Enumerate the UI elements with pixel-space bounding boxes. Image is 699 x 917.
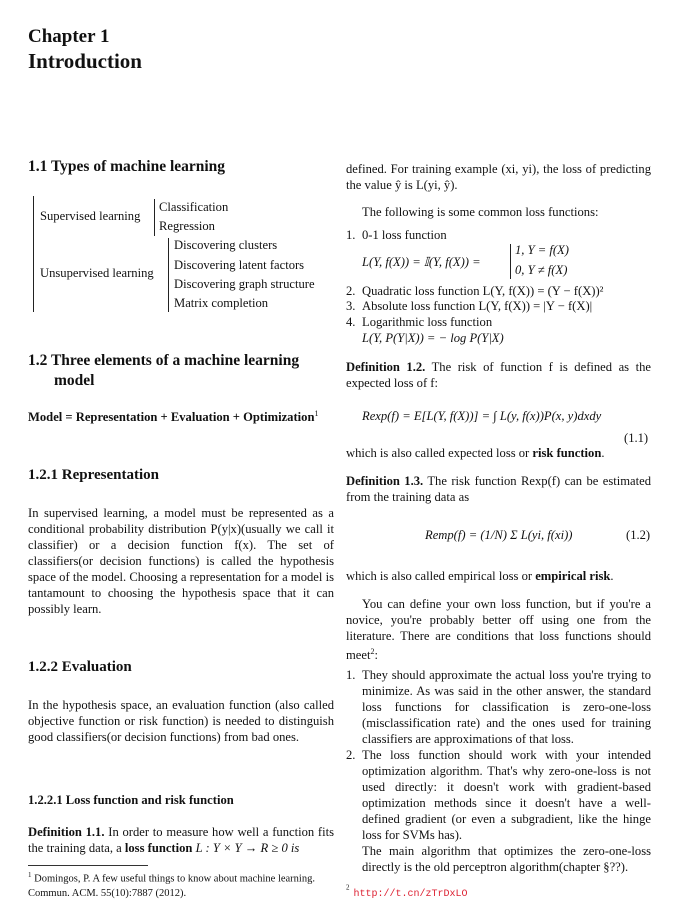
outer-brace xyxy=(33,196,34,312)
loss-item-1-title: 0-1 loss function xyxy=(362,228,447,242)
definition-1-3-text: The risk function Rexp(f) can be estimated from the training data as xyxy=(346,474,651,504)
definition-1-1-tail: L : Y × Y → R ≥ 0 is xyxy=(195,841,300,855)
condition-1-text: They should approximate the actual loss you're trying to minimize. As was said in the other answer, the standard loss functions for classification is zero-one-loss (misclassification rate) and the ones used for training classifiers are approximations of that loss. xyxy=(362,668,651,746)
definition-1-3 xyxy=(346,473,651,505)
unsupervised-item-4: Matrix completion xyxy=(174,296,269,310)
loss-item-4-num: 4. xyxy=(346,315,356,329)
loss-item-2-num: 2. xyxy=(346,284,356,298)
risk-function-term: risk function xyxy=(532,446,602,460)
common-loss-intro: The following is some common loss functions: xyxy=(362,205,599,219)
unsupervised-item-1: Discovering clusters xyxy=(174,238,278,252)
footnote-2-mark: 2 xyxy=(346,883,350,892)
footnote-ref-1[interactable]: 1 xyxy=(314,409,319,418)
evaluation-paragraph: In the hypothesis space, an evaluation function (also called objective function or risk function) is needed to distinguish good classifiers(or decision functions) from bad ones. xyxy=(28,698,334,744)
model-equation xyxy=(28,409,318,425)
empirical-risk-term: empirical risk xyxy=(535,569,611,583)
footnote-rule xyxy=(28,865,148,866)
loss-item-1-num: 1. xyxy=(346,228,356,242)
section-1-2-1-heading: 1.2.1 Representation xyxy=(28,467,159,483)
loss-item-1-case1: 1, Y = f(X) xyxy=(515,243,569,257)
condition-2-text: The loss function should work with your intended optimization algorithm. That's why zero-one-loss is not used directly: it doesn't work with gradient-based optimization methods since it doesn't have a well-defined gradient (or even a subgradient, like the hinge loss for SVMs has). xyxy=(362,748,651,842)
equation-1-2-number: (1.2) xyxy=(626,528,651,542)
loss-item-1-brace xyxy=(510,244,511,279)
equation-1-1-number: (1.1) xyxy=(624,431,649,445)
definition-1-2 xyxy=(346,359,651,391)
section-1-2-heading xyxy=(28,351,299,391)
chapter-number: Chapter 1 xyxy=(28,26,110,47)
unsupervised-item-3: Discovering graph structure xyxy=(174,277,315,291)
loss-item-4-title: Logarithmic loss function xyxy=(362,315,493,329)
loss-item-1-case2: 0, Y ≠ f(X) xyxy=(515,263,568,277)
definition-1-1-label: Definition 1.1. xyxy=(28,825,105,839)
defined-paragraph: defined. For training example (xi, yi), the loss of predicting the value ŷ is L(yi, ŷ). xyxy=(346,162,651,192)
section-1-2-2-heading: 1.2.2 Evaluation xyxy=(28,659,132,675)
condition-2b-text: The main algorithm that optimizes the zero-one-loss directly is the old perceptron algorithm(chapter §??). xyxy=(362,844,651,874)
supervised-brace xyxy=(154,199,155,236)
expected-loss-text: which is also called expected loss or xyxy=(346,446,530,460)
footnote-ref-2[interactable]: 2 xyxy=(370,647,375,656)
footnote-2-url[interactable]: http://t.cn/zTrDxLO xyxy=(353,889,468,900)
loss-item-3: Absolute loss function L(Y, f(X)) = |Y − f(X)| xyxy=(362,299,593,313)
definition-1-1-bold: loss function xyxy=(124,841,193,855)
classification-label: Classification xyxy=(159,200,229,214)
empirical-loss-text: which is also called empirical loss or xyxy=(346,569,533,583)
conditions-list xyxy=(346,667,651,875)
own-loss-text: You can define your own loss function, but if you're a novice, you're probably better off using one from the literature. There are conditions that loss functions should meet xyxy=(346,597,651,663)
section-1-2-line1: 1.2 Three elements of a machine learning xyxy=(28,352,300,369)
unsupervised-label: Unsupervised learning xyxy=(40,266,154,280)
definition-1-3-label: Definition 1.3. xyxy=(346,474,424,488)
section-1-2-line2: model xyxy=(54,372,95,389)
footnote-2 xyxy=(346,883,468,901)
unsupervised-item-2: Discovering latent factors xyxy=(174,258,305,272)
equation-1-1: Rexp(f) = E[L(Y, f(X))] = ∫ L(y, f(x))P(x, y)dxdy xyxy=(362,409,602,423)
loss-item-4-equation: L(Y, P(Y|X)) = − log P(Y|X) xyxy=(362,331,504,345)
unsupervised-brace xyxy=(168,238,169,312)
footnote-1-mark: 1 xyxy=(28,871,32,879)
empirical-loss-note: which is also called empirical loss or empirical risk. xyxy=(346,569,614,583)
definition-1-2-label: Definition 1.2. xyxy=(346,360,426,374)
equation-1-2: Remp(f) = (1/N) Σ L(yi, f(xi)) xyxy=(425,528,573,542)
expected-loss-note: which is also called expected loss or risk function. xyxy=(346,446,605,460)
regression-label: Regression xyxy=(159,219,215,233)
condition-2: 2. The loss function should work with your intended optimization algorithm. That's why zero-one-loss is not used directly: it doesn't work with gradient-based optimization methods since it doesn't have a well-defined gradient (or even a subgradient, like the hinge loss for SVMs has). xyxy=(346,748,651,842)
representation-paragraph: In supervised learning, a model must be represented as a conditional probability distribution P(y|x)(usually we call it classifier) or a decision function f(x). The set of classifiers(or decision functions) is called the hypothesis space of the model. Choosing a representation for a model is tantamount to choosing the hypothesis space that it can possibly learn. xyxy=(28,506,334,616)
own-loss-paragraph: You can define your own loss function, but if you're a novice, you're probably better off using one from the literature. There are conditions that loss functions should meet$^2$: xyxy=(346,597,651,663)
chapter-title: Introduction xyxy=(28,49,142,73)
model-equation-text: Model = Representation + Evaluation + Optimization xyxy=(28,410,315,425)
definition-1-2-text: The risk of function f is defined as the expected loss of f: xyxy=(346,360,651,390)
definition-1-1-text: In order to measure how well a function fits the training data, a xyxy=(28,825,335,855)
definition-1-1 xyxy=(28,824,334,856)
loss-item-1-equation: L(Y, f(X)) = 𝕀(Y, f(X)) = xyxy=(362,255,481,269)
section-1-1-heading: 1.1 Types of machine learning xyxy=(28,158,226,175)
supervised-label: Supervised learning xyxy=(40,209,141,223)
footnote-1 xyxy=(28,868,334,901)
condition-1: 1. They should approximate the actual loss you're trying to minimize. As was said in the other answer, the standard loss functions for classification is zero-one-loss (misclassification rate) and the ones used for training classifiers are approximations of that loss. xyxy=(346,668,651,746)
footnote-1-text: Domingos, P. A few useful things to know about machine learning. Commun. ACM. 55(10):7887 (2012). xyxy=(28,873,315,899)
loss-item-2: Quadratic loss function L(Y, f(X)) = (Y − f(X))² xyxy=(362,284,604,298)
section-1-2-2-1-heading: 1.2.2.1 Loss function and risk function xyxy=(28,793,234,807)
loss-item-3-num: 3. xyxy=(346,299,356,313)
